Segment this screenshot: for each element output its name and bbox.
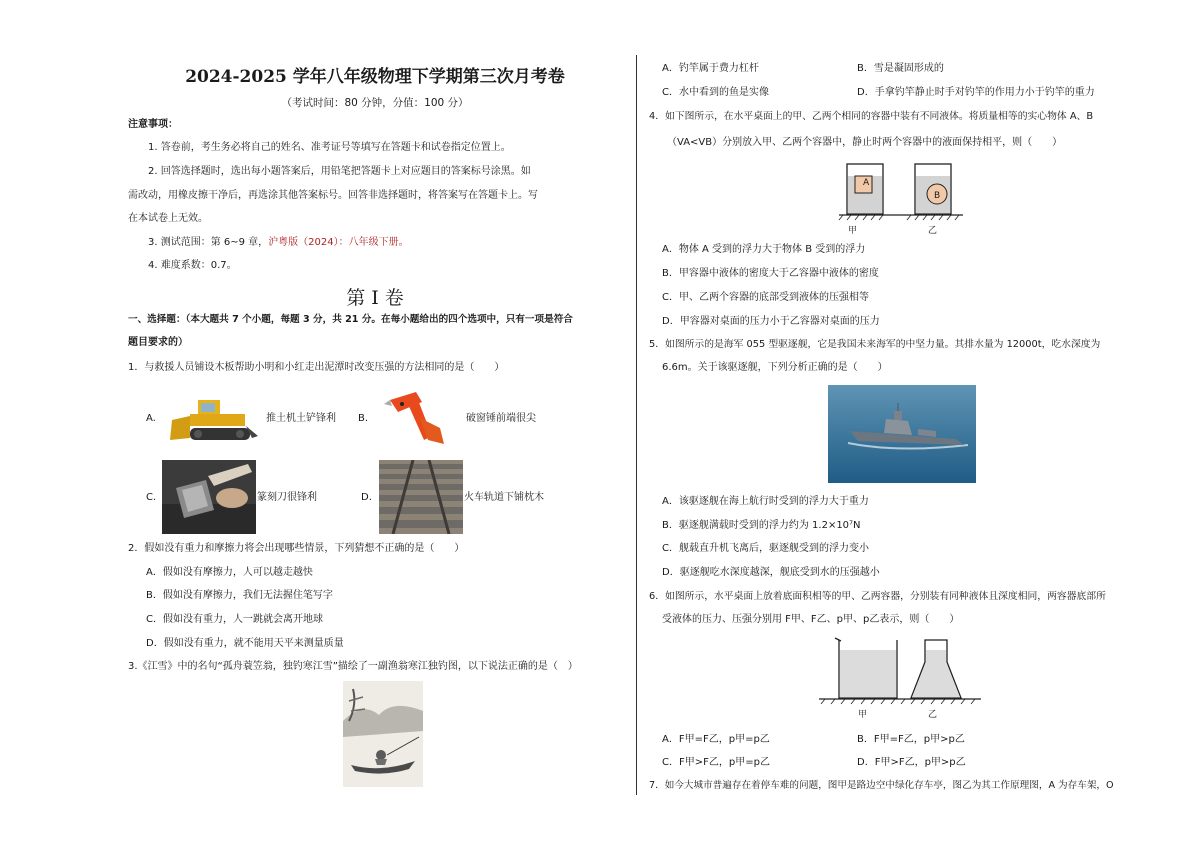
q5-option-d: D．驱逐舰吃水深度越深，舰底受到水的压强越小 <box>662 567 880 578</box>
q6-option-c: C．F甲>F乙，p甲=p乙 <box>662 757 770 768</box>
notice-item-2c: 在本试卷上无效。 <box>128 213 208 224</box>
q1-option-d-letter: D. <box>361 492 372 503</box>
q1-option-d-text: 火车轨道下铺枕木 <box>464 492 544 503</box>
q5-option-b: B．驱逐舰满载时受到的浮力约为 1.2×10⁷N <box>662 520 861 531</box>
q5-option-c: C．舰载直升机飞离后，驱逐舰受到的浮力变小 <box>662 543 869 554</box>
exam-title: 2024-2025 学年八年级物理下学期第三次月考卷 <box>185 67 565 87</box>
volume-heading: 第 I 卷 <box>346 287 404 309</box>
q6-option-a: A．F甲=F乙，p甲=p乙 <box>662 734 770 745</box>
q1-option-a-letter: A. <box>146 413 156 424</box>
q4-figure-label-b: B <box>934 191 941 201</box>
q2-option-c: C．假如没有重力，人一跳就会离开地球 <box>146 614 323 625</box>
q1-option-b-text: 破窗锤前端很尖 <box>466 413 536 424</box>
notice-item-2a: 2. 回答选择题时，选出每小题答案后，用铅笔把答题卡上对应题目的答案标号涂黑。如 <box>148 166 531 177</box>
q4-stem-line-1: 4．如下图所示，在水平桌面上的甲、乙两个相同的容器中装有不同液体。将质量相等的实心物体 A、B <box>649 111 1094 122</box>
q4-figure-label-jia: 甲 <box>848 226 858 236</box>
q3-option-c: C．水中看到的鱼是实像 <box>662 87 769 98</box>
q4-option-c: C．甲、乙两个容器的底部受到液体的压强相等 <box>662 292 869 303</box>
q2-option-d: D．假如没有重力，就不能用天平来测量质量 <box>146 638 344 649</box>
notice-item-3 <box>148 236 409 250</box>
q1-option-b-letter: B. <box>358 413 369 424</box>
q1-option-a-text: 推土机土铲锋利 <box>266 413 336 424</box>
q5-option-a: A．该驱逐舰在海上航行时受到的浮力大于重力 <box>662 496 869 507</box>
q1-option-c-text: 篆刻刀很锋利 <box>257 492 317 503</box>
q6-figure-label-jia: 甲 <box>858 710 868 720</box>
safety-hammer-image <box>382 388 462 448</box>
q4-option-b: B．甲容器中液体的密度大于乙容器中液体的密度 <box>662 268 879 279</box>
exam-subtitle: （考试时间：80 分钟，分值：100 分） <box>281 97 469 109</box>
notice-item-4: 4. 难度系数：0.7。 <box>148 260 237 271</box>
q6-stem-line-2: 受液体的压力、压强分别用 F甲、F乙、p甲、p乙表示，则（ ） <box>662 614 960 625</box>
destroyer-photo <box>828 385 976 483</box>
q2-stem: 2．假如没有重力和摩擦力将会出现哪些情景，下列猜想不正确的是（ ） <box>128 543 465 554</box>
ink-painting-image <box>343 681 423 787</box>
seal-carving-image <box>162 460 256 534</box>
q2-option-a: A．假如没有摩擦力，人可以越走越快 <box>146 567 313 578</box>
notice-item-1: 1. 答卷前，考生务必将自己的姓名、准考证号等填写在答题卡和试卷指定位置上。 <box>148 142 511 153</box>
q3-option-a: A．钓竿属于费力杠杆 <box>662 63 759 74</box>
q3-stem: 3.《江雪》中的名句“孤舟蓑笠翁，独钓寒江雪”描绘了一副渔翁寒江独钓图，以下说法正确的是（ ） <box>128 661 578 672</box>
q1-stem: 1．与救援人员铺设木板帮助小明和小红走出泥潭时改变压强的方法相同的是（ ） <box>128 362 505 373</box>
q4-option-d: D．甲容器对桌面的压力小于乙容器对桌面的压力 <box>662 316 880 327</box>
notice-item-2b: 需改动，用橡皮擦干净后，再选涂其他答案标号。回答非选择题时，将答案写在答题卡上。写 <box>128 190 538 201</box>
notice-item-3-prefix: 3. 测试范围：第 6~9 章， <box>148 237 269 248</box>
beakers-figure <box>815 632 985 710</box>
q6-figure-label-yi: 乙 <box>928 710 938 720</box>
q6-option-b: B．F甲=F乙，p甲>p乙 <box>857 734 965 745</box>
column-divider <box>636 55 637 795</box>
notice-heading: 注意事项： <box>128 119 178 130</box>
q2-option-b: B．假如没有摩擦力，我们无法握住笔写字 <box>146 590 333 601</box>
q6-option-d: D．F甲>F乙，p甲>p乙 <box>857 757 966 768</box>
notice-item-3-scope: 沪粤版（2024）：八年级下册。 <box>268 237 409 248</box>
q7-stem-line-1: 7．如今大城市普遍存在着停车难的问题，图甲是路边空中绿化存车亭，图乙为其工作原理图，A 为存车架，O <box>649 780 1114 791</box>
q3-option-b: B．雪是凝固形成的 <box>857 63 944 74</box>
section-1-line-1: 一、选择题：（本大题共 7 个小题，每题 3 分，共 21 分。在每小题给出的四个选项中，只有一项是符合 <box>128 314 573 325</box>
q5-stem-line-1: 5．如图所示的是海军 055 型驱逐舰，它是我国未来海军的中坚力量。其排水量为 12000t，吃水深度为 <box>649 339 1101 350</box>
q5-stem-line-2: 6.6m。关于该驱逐舰，下列分析正确的是（ ） <box>662 362 888 373</box>
railway-track-image <box>379 460 463 534</box>
q4-figure-label-yi: 乙 <box>928 226 938 236</box>
q4-option-a: A．物体 A 受到的浮力大于物体 B 受到的浮力 <box>662 244 866 255</box>
q3-option-d: D．手拿钓竿静止时手对钓竿的作用力小于钓竿的重力 <box>857 87 1095 98</box>
q1-option-c-letter: C. <box>146 492 157 503</box>
q4-stem-line-2: （VA<VB）分别放入甲、乙两个容器中，静止时两个容器中的液面保持相平，则（ ） <box>667 137 1063 148</box>
q4-figure-label-a: A <box>863 178 870 188</box>
section-1-line-2: 题目要求的） <box>128 337 188 348</box>
q6-stem-line-1: 6．如图所示，水平桌面上放着底面积相等的甲、乙两容器，分别装有同种液体且深度相同，两容器底部所 <box>649 591 1106 602</box>
bulldozer-image <box>168 390 260 445</box>
